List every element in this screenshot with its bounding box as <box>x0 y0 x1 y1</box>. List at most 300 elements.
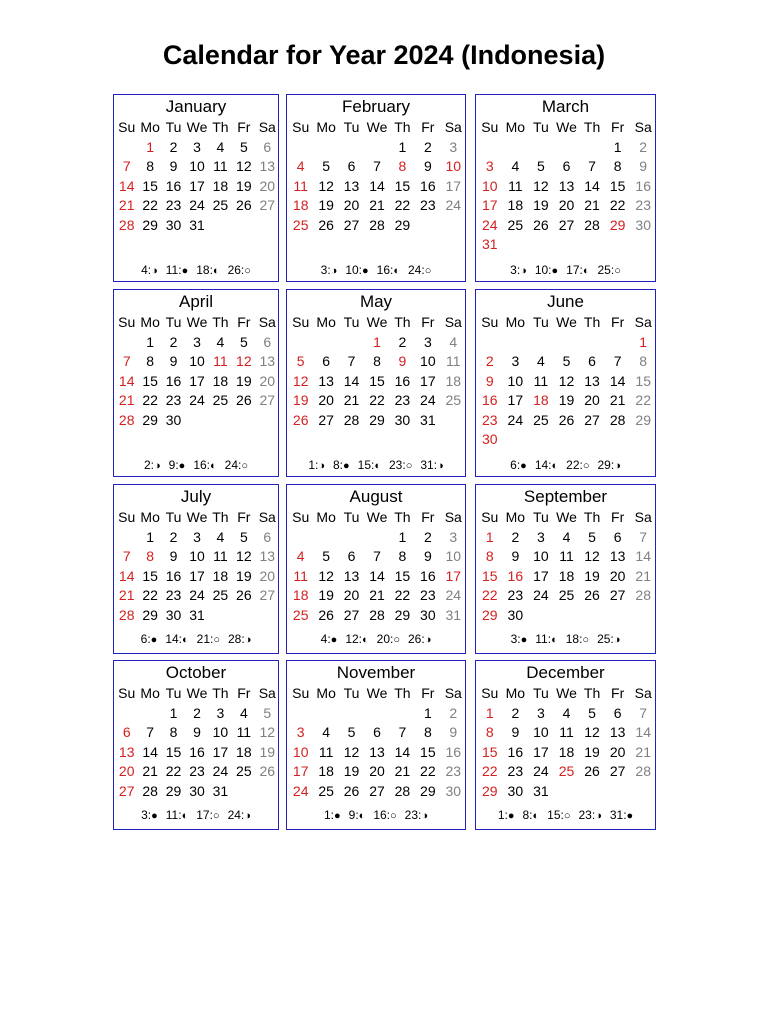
moon-new-icon: ● <box>178 460 186 472</box>
day-cell: 25 <box>212 392 229 409</box>
month-name: December <box>526 663 605 682</box>
day-cell: 27 <box>343 216 360 233</box>
day-cell: 3 <box>485 158 494 175</box>
month-may <box>286 289 466 477</box>
moon-full-icon: ○ <box>213 634 220 646</box>
day-cell: 25 <box>533 411 549 428</box>
moon-full-icon: ○ <box>582 460 590 472</box>
weekday-label: Tu <box>533 314 549 330</box>
day-cell: 4 <box>216 139 225 155</box>
weekday-label: Su <box>118 685 136 701</box>
day-cell: 20 <box>259 567 276 584</box>
weekday-label: Fr <box>611 509 625 525</box>
day-cell: 22 <box>142 392 158 409</box>
weekday-label: Th <box>583 314 601 330</box>
day-cell: 7 <box>588 158 596 175</box>
day-cell: 13 <box>609 548 626 565</box>
month-july <box>113 484 279 654</box>
day-cell: 24 <box>533 587 549 604</box>
day-cell: 17 <box>507 392 524 409</box>
moon-full-icon: ○ <box>563 810 571 822</box>
day-cell: 8 <box>398 158 407 175</box>
weekday-label: Fr <box>237 509 251 525</box>
day-cell: 10 <box>189 353 205 370</box>
day-cell: 4 <box>216 334 225 350</box>
moon-full-icon: ○ <box>405 460 413 472</box>
day-cell: 8 <box>146 548 155 565</box>
day-cell: 8 <box>639 353 648 370</box>
day-cell: 8 <box>146 353 155 370</box>
moon-phase: 31:◑ <box>420 458 444 472</box>
weekday-label: We <box>366 314 388 330</box>
day-cell: 4 <box>537 353 545 370</box>
day-cell: 8 <box>146 158 155 175</box>
day-cell: 19 <box>236 372 252 389</box>
moon-phase: 23:◑ <box>578 808 602 822</box>
day-cell: 29 <box>142 216 158 233</box>
month-name: July <box>180 487 212 506</box>
day-cell: 2 <box>169 139 178 155</box>
day-cell: 10 <box>189 158 205 175</box>
month-september <box>475 484 656 654</box>
day-cell: 22 <box>394 197 411 214</box>
day-cell: 6 <box>347 548 356 565</box>
moon-phase: 14:◐ <box>165 632 189 646</box>
moon-phases <box>476 458 655 473</box>
day-cell: 28 <box>584 216 600 233</box>
day-cell: 18 <box>558 567 575 584</box>
weekday-label: Tu <box>533 119 549 135</box>
day-cell: 30 <box>507 782 524 799</box>
moon-phase: 15:◐ <box>357 458 381 472</box>
day-cell: 6 <box>263 334 272 350</box>
day-cell: 3 <box>216 705 225 721</box>
day-cell: 10 <box>189 548 205 565</box>
moon-full-icon: ○ <box>241 460 249 472</box>
day-cell: 3 <box>423 334 432 350</box>
moon-new-icon: ● <box>551 265 559 277</box>
weekday-label: Th <box>212 509 229 525</box>
day-cell: 11 <box>559 724 574 741</box>
weekday-label: Tu <box>533 685 549 701</box>
day-cell: 3 <box>449 139 458 155</box>
day-cell: 13 <box>558 177 575 194</box>
moon-full-icon: ○ <box>424 265 432 277</box>
weekday-label: Mo <box>505 119 526 135</box>
day-cell: 22 <box>481 587 498 604</box>
day-cell: 15 <box>165 743 182 760</box>
moon-first-icon: ◑ <box>437 460 444 472</box>
day-cell: 29 <box>481 606 498 623</box>
day-cell: 25 <box>558 587 575 604</box>
weekday-label: Th <box>583 685 601 701</box>
day-cell: 5 <box>239 139 248 155</box>
day-cell: 13 <box>259 353 276 370</box>
day-cell: 28 <box>118 216 135 233</box>
day-cell: 6 <box>322 353 331 370</box>
day-cell: 17 <box>189 177 205 194</box>
month-january <box>113 94 279 282</box>
day-cell: 26 <box>236 392 252 409</box>
moon-phase: 11:◐ <box>165 808 189 822</box>
moon-phase: 16:◐ <box>193 458 217 472</box>
day-cell: 20 <box>343 197 360 214</box>
moon-new-icon: ● <box>181 265 189 277</box>
moon-phase: 4:● <box>320 632 338 646</box>
day-cell: 6 <box>613 705 622 721</box>
month-name: September <box>523 487 608 506</box>
moon-new-icon: ● <box>343 460 350 472</box>
day-cell: 26 <box>236 197 252 214</box>
moon-first-icon: ◑ <box>595 810 602 822</box>
day-cell: 27 <box>369 782 385 799</box>
day-cell: 8 <box>485 548 494 565</box>
day-cell: 31 <box>189 216 205 233</box>
day-cell: 9 <box>449 724 458 741</box>
day-cell: 16 <box>165 567 182 584</box>
day-cell: 23 <box>165 392 182 409</box>
month-name: March <box>541 97 590 116</box>
weekday-label: Su <box>118 509 136 525</box>
moon-first-icon: ◑ <box>614 460 621 472</box>
moon-phase: 3:◑ <box>320 263 338 277</box>
day-cell: 9 <box>423 548 432 565</box>
day-cell: 26 <box>259 763 276 780</box>
day-cell: 1 <box>485 705 494 721</box>
day-cell: 31 <box>420 411 436 428</box>
day-cell: 11 <box>508 177 523 194</box>
day-cell: 12 <box>533 177 549 194</box>
moon-phase: 11:● <box>165 263 189 277</box>
day-cell: 5 <box>347 724 356 741</box>
moon-phase: 29:◑ <box>597 458 621 472</box>
day-cell: 29 <box>165 782 182 799</box>
moon-last-icon: ◐ <box>551 460 559 472</box>
weekday-label: Sa <box>634 119 652 135</box>
day-cell: 13 <box>609 724 626 741</box>
day-cell: 14 <box>142 743 158 760</box>
day-cell: 29 <box>369 411 385 428</box>
day-cell: 8 <box>169 724 178 741</box>
day-cell: 30 <box>165 411 182 428</box>
day-cell: 1 <box>146 139 155 155</box>
day-cell: 5 <box>588 705 596 721</box>
day-cell: 26 <box>343 782 360 799</box>
moon-new-icon: ● <box>330 634 338 646</box>
weekday-label: Sa <box>444 119 462 135</box>
day-cell: 17 <box>445 177 462 194</box>
day-cell: 11 <box>559 548 574 565</box>
moon-new-icon: ● <box>520 460 527 472</box>
day-cell: 28 <box>343 411 360 428</box>
day-cell: 20 <box>259 372 276 389</box>
day-cell: 25 <box>292 216 309 233</box>
day-cell: 18 <box>507 197 524 214</box>
day-cell: 7 <box>122 548 131 565</box>
day-cell: 19 <box>558 392 575 409</box>
day-cell: 21 <box>118 587 135 604</box>
month-december <box>475 660 656 830</box>
day-cell: 18 <box>212 372 229 389</box>
moon-phase: 16:○ <box>373 808 397 822</box>
day-cell: 4 <box>562 705 571 721</box>
day-cell: 29 <box>142 606 158 623</box>
weekday-label: Tu <box>343 119 360 135</box>
moon-phases <box>476 808 655 823</box>
day-cell: 10 <box>533 548 549 565</box>
day-cell: 23 <box>445 763 462 780</box>
day-cell: 16 <box>165 372 182 389</box>
moon-full-icon: ○ <box>582 634 590 646</box>
day-cell: 13 <box>259 548 276 565</box>
day-cell: 12 <box>318 567 334 584</box>
weekday-label: Th <box>583 119 601 135</box>
moon-phase: 1:● <box>497 808 515 822</box>
moon-phase: 6:● <box>140 632 158 646</box>
day-cell: 29 <box>609 216 626 233</box>
weekday-label: We <box>366 685 388 701</box>
day-cell: 19 <box>343 763 360 780</box>
moon-last-icon: ◐ <box>212 265 220 277</box>
weekday-label: Tu <box>343 509 360 525</box>
day-cell: 28 <box>142 782 158 799</box>
day-cell: 16 <box>481 392 498 409</box>
day-cell: 10 <box>507 372 524 389</box>
day-cell: 23 <box>420 587 436 604</box>
day-cell: 17 <box>481 197 498 214</box>
moon-first-icon: ◑ <box>154 460 161 472</box>
day-cell: 17 <box>445 567 462 584</box>
day-cell: 13 <box>584 372 600 389</box>
day-cell: 7 <box>347 353 356 370</box>
day-cell: 14 <box>635 548 651 565</box>
moon-full-icon: ○ <box>244 265 251 277</box>
day-cell: 16 <box>165 177 182 194</box>
day-cell: 26 <box>236 587 252 604</box>
day-cell: 4 <box>322 724 331 741</box>
moon-last-icon: ◐ <box>362 634 369 646</box>
day-cell: 9 <box>398 353 407 370</box>
day-cell: 22 <box>635 392 651 409</box>
day-cell: 24 <box>533 763 549 780</box>
weekday-label: Th <box>583 509 601 525</box>
day-cell: 12 <box>558 372 575 389</box>
moon-full-icon: ○ <box>614 265 621 277</box>
day-cell: 20 <box>318 392 334 409</box>
day-cell: 18 <box>445 372 462 389</box>
moon-phase: 11:◐ <box>535 632 558 646</box>
weekday-label: Su <box>481 314 499 330</box>
day-cell: 21 <box>142 763 158 780</box>
day-cell: 17 <box>189 567 205 584</box>
day-cell: 26 <box>558 411 575 428</box>
day-cell: 24 <box>420 392 436 409</box>
day-cell: 28 <box>118 606 135 623</box>
day-cell: 31 <box>212 782 229 799</box>
weekday-label: Sa <box>444 509 462 525</box>
day-cell: 23 <box>507 763 524 780</box>
weekday-label: We <box>556 314 577 330</box>
day-cell: 11 <box>293 177 308 194</box>
day-cell: 28 <box>394 782 411 799</box>
day-cell: 29 <box>635 411 651 428</box>
day-cell: 25 <box>212 197 229 214</box>
day-cell: 22 <box>394 587 411 604</box>
day-cell: 24 <box>507 411 524 428</box>
day-cell: 26 <box>533 216 549 233</box>
day-cell: 23 <box>635 197 651 214</box>
moon-first-icon: ◑ <box>424 634 432 646</box>
moon-first-icon: ◑ <box>318 460 325 472</box>
day-cell: 31 <box>445 606 462 623</box>
day-cell: 25 <box>318 782 334 799</box>
weekday-label: Mo <box>140 314 160 330</box>
day-cell: 13 <box>369 743 385 760</box>
day-cell: 21 <box>118 392 135 409</box>
day-cell: 10 <box>533 724 549 741</box>
weekday-label: Su <box>292 685 310 701</box>
weekday-label: Fr <box>421 119 435 135</box>
moon-phase: 1:◑ <box>308 458 325 472</box>
moon-phase: 18:◐ <box>196 263 220 277</box>
weekday-label: Fr <box>611 314 625 330</box>
day-cell: 27 <box>343 606 360 623</box>
day-cell: 10 <box>420 353 436 370</box>
day-cell: 21 <box>635 567 651 584</box>
weekday-label: Th <box>212 314 229 330</box>
day-cell: 26 <box>318 216 334 233</box>
weekday-label: Su <box>118 314 136 330</box>
day-cell: 23 <box>481 411 498 428</box>
day-cell: 15 <box>481 743 498 760</box>
moon-phase: 24:◑ <box>227 808 251 822</box>
moon-phase: 26:◑ <box>408 632 432 646</box>
moon-phase: 18:○ <box>565 632 590 646</box>
day-cell: 18 <box>533 392 549 409</box>
day-cell: 9 <box>193 724 201 741</box>
day-cell: 19 <box>584 743 600 760</box>
moon-phase: 2:◑ <box>143 458 161 472</box>
month-name: June <box>547 292 584 311</box>
moon-phase: 16:◐ <box>376 263 400 277</box>
day-cell: 24 <box>189 392 205 409</box>
day-cell: 25 <box>236 763 252 780</box>
day-cell: 12 <box>236 158 252 175</box>
month-august <box>286 484 466 654</box>
weekday-label: We <box>186 314 208 330</box>
day-cell: 7 <box>639 529 648 545</box>
day-cell: 23 <box>189 763 205 780</box>
day-cell: 1 <box>485 529 494 545</box>
day-cell: 9 <box>511 548 520 565</box>
day-cell: 3 <box>449 529 458 545</box>
day-cell: 1 <box>169 705 178 721</box>
weekday-label: Th <box>394 685 411 701</box>
moon-phase: 26:○ <box>227 263 251 277</box>
day-cell: 15 <box>420 743 436 760</box>
day-cell: 7 <box>146 724 155 741</box>
weekday-label: Tu <box>165 314 182 330</box>
day-cell: 11 <box>446 353 461 370</box>
moon-last-icon: ◐ <box>532 810 540 822</box>
moon-phases <box>476 632 655 647</box>
day-cell: 6 <box>263 139 272 155</box>
weekday-label: We <box>366 509 388 525</box>
day-cell: 7 <box>373 158 381 175</box>
day-cell: 29 <box>420 782 436 799</box>
day-cell: 3 <box>537 529 545 545</box>
weekday-label: Sa <box>634 685 652 701</box>
page-title: Calendar for Year 2024 (Indonesia) <box>162 40 606 70</box>
moon-first-icon: ◑ <box>421 810 429 822</box>
day-cell: 19 <box>533 197 549 214</box>
day-cell: 15 <box>142 567 158 584</box>
day-cell: 15 <box>609 177 626 194</box>
weekday-label: Sa <box>444 314 462 330</box>
day-cell: 25 <box>212 587 229 604</box>
day-cell: 24 <box>189 197 205 214</box>
moon-phases <box>287 263 465 278</box>
day-cell: 21 <box>343 392 360 409</box>
weekday-label: Mo <box>140 509 160 525</box>
day-cell: 19 <box>318 197 334 214</box>
moon-first-icon: ◑ <box>244 634 252 646</box>
moon-phases <box>287 632 465 647</box>
moon-phase: 14:◐ <box>534 458 559 472</box>
day-cell: 9 <box>423 158 432 175</box>
day-cell: 25 <box>507 216 524 233</box>
moon-phases <box>114 632 278 647</box>
day-cell: 22 <box>420 763 436 780</box>
moon-phase: 24:○ <box>224 458 249 472</box>
day-cell: 6 <box>347 158 356 175</box>
moon-phase: 23:○ <box>389 458 413 472</box>
day-cell: 5 <box>263 705 272 721</box>
day-cell: 1 <box>639 334 648 350</box>
day-cell: 1 <box>613 139 622 155</box>
moon-new-icon: ● <box>626 810 634 822</box>
weekday-label: We <box>556 509 577 525</box>
day-cell: 4 <box>511 158 520 175</box>
day-cell: 14 <box>369 177 385 194</box>
moon-phase: 24:○ <box>408 263 432 277</box>
day-cell: 22 <box>142 197 158 214</box>
moon-phase: 8:◐ <box>522 808 540 822</box>
day-cell: 10 <box>212 724 229 741</box>
day-cell: 9 <box>169 353 178 370</box>
day-cell: 12 <box>236 353 252 370</box>
weekday-label: Su <box>292 119 310 135</box>
month-name: October <box>165 663 227 682</box>
day-cell: 29 <box>142 411 158 428</box>
day-cell: 12 <box>343 743 360 760</box>
day-cell: 27 <box>584 411 600 428</box>
weekday-label: Su <box>118 119 136 135</box>
month-name: November <box>336 663 416 682</box>
weekday-label: Sa <box>258 119 276 135</box>
day-cell: 3 <box>193 529 201 545</box>
day-cell: 13 <box>343 177 360 194</box>
moon-phase: 4:◑ <box>141 263 158 277</box>
day-cell: 30 <box>445 782 462 799</box>
day-cell: 21 <box>609 392 626 409</box>
day-cell: 29 <box>394 216 411 233</box>
moon-phase: 9:● <box>168 458 186 472</box>
day-cell: 17 <box>292 763 309 780</box>
day-cell: 14 <box>118 177 135 194</box>
day-cell: 15 <box>394 567 411 584</box>
moon-phases <box>114 263 278 278</box>
